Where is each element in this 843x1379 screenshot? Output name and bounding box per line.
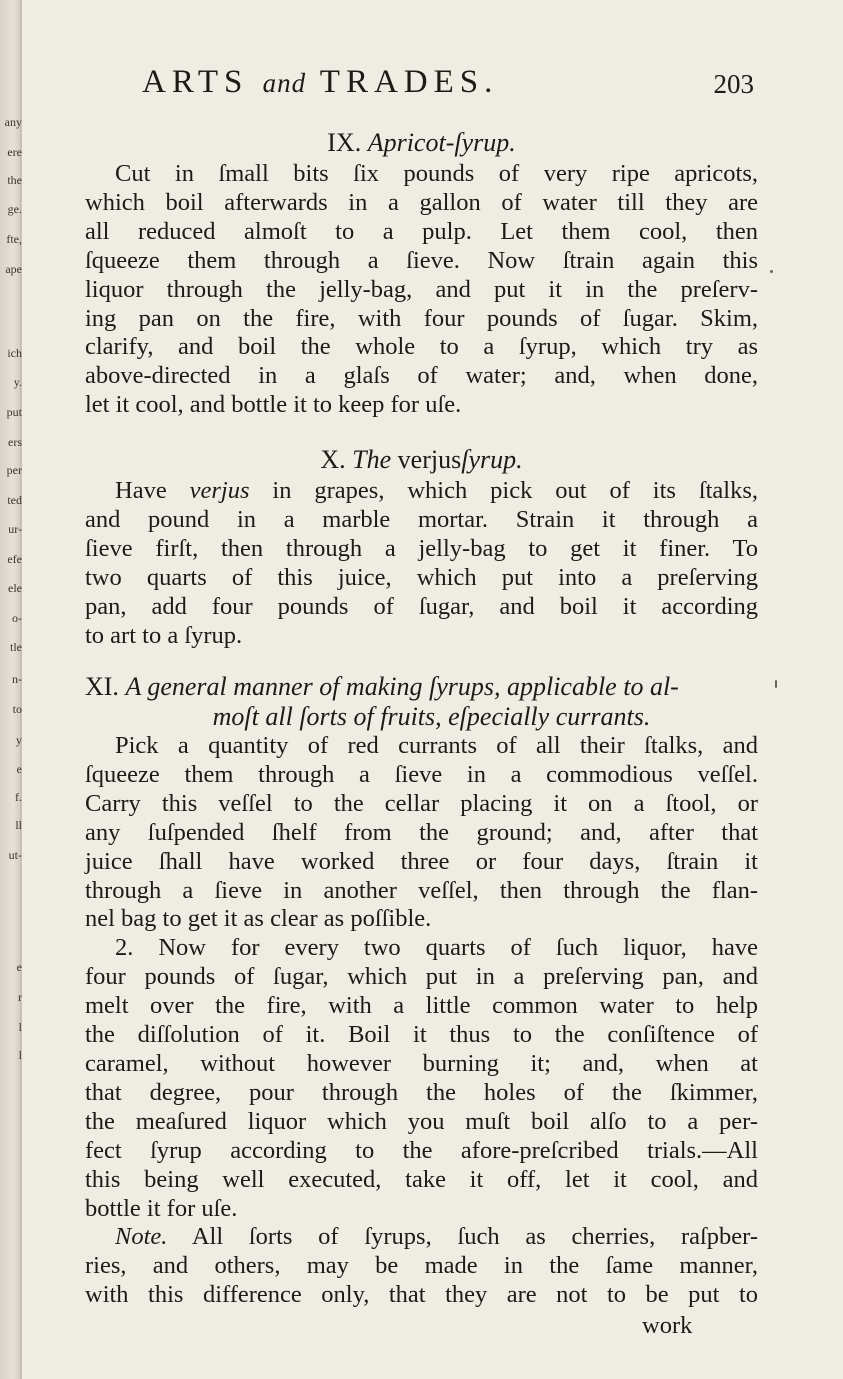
text-line: with this difference only, that they are not to be put to [85, 1281, 758, 1309]
text-line: ſqueeze them through a ſieve. Now ſtrain again this [85, 246, 758, 274]
text-line: nel bag to get it as clear as poſſible. [85, 905, 432, 933]
note-label: Note. [115, 1223, 168, 1251]
margin-fragment: n- [12, 672, 22, 686]
section-heading-continuation [85, 702, 758, 732]
heading-title: verjus [397, 445, 462, 474]
heading-number: IX. [327, 128, 362, 157]
text-line: and pound in a marble mortar. Strain it through a [85, 505, 758, 533]
text-line: melt over the fire, with a little common water to help [85, 992, 758, 1020]
margin-fragment: ere [7, 145, 22, 159]
running-head-word: TRADES. [319, 64, 499, 100]
text-line: Cut in ſmall bits ſix pounds of very ripe apricots, [115, 160, 758, 187]
text-line: let it cool, and bottle it to keep for uſe. [85, 391, 462, 419]
margin-fragment: o- [12, 611, 22, 625]
margin-fragment: efe [7, 552, 22, 566]
section-heading [85, 128, 758, 158]
margin-fragment: ape [5, 262, 22, 276]
book-page [30, 0, 843, 1379]
margin-fragment: l [18, 1048, 22, 1062]
margin-fragment: any [4, 115, 22, 129]
text-line: 2. Now for every two quarts of ſuch liquor, have [115, 934, 758, 962]
text-line: which boil afterwards in a gallon of water till they are [85, 188, 758, 216]
running-head [142, 62, 762, 102]
section-apricot-syrup [85, 128, 758, 420]
text-line [85, 477, 758, 506]
margin-fragment: ut- [8, 848, 22, 862]
margin-fragment: ich [7, 346, 22, 360]
text-line: juice ſhall have worked three or four days, ſtrain it [85, 847, 758, 875]
margin-fragment: ted [7, 493, 22, 507]
text-run-italic: verjus [189, 477, 250, 504]
margin-fragment: fte, [6, 232, 22, 246]
text-line: ſqueeze them through a ſieve in a commodious veſſel. [85, 760, 758, 788]
heading-title: The [352, 445, 392, 474]
heading-title: A general manner of making ſyrups, applicable to al- [125, 672, 679, 701]
margin-fragment: to [12, 702, 22, 716]
running-head-word: and [262, 68, 307, 98]
margin-fragment: e [16, 960, 22, 974]
text-run: in grapes, which pick out of its ſtalks, [272, 477, 759, 504]
heading-title: Apricot-ſyrup. [367, 128, 516, 157]
paragraph [85, 160, 758, 420]
margin-fragment: ge. [7, 202, 22, 216]
text-line: clarify, and boil the whole to a ſyrup, which try as [85, 333, 758, 361]
text-run: Have [115, 477, 167, 504]
section-general-syrups [85, 672, 758, 1310]
text-line: ing pan on the fire, with four pounds of ſugar. Skim, [85, 304, 758, 332]
margin-fragment: per [6, 463, 22, 477]
text-line: the diſſolution of it. Boil it thus to the conſiſtence of [85, 1021, 758, 1049]
text-line: liquor through the jelly-bag, and put it in the preſerv- [85, 275, 758, 303]
margin-fragment: y. [13, 375, 22, 389]
text-line: pan, add four pounds of ſugar, and boil it according [85, 592, 758, 620]
margin-fragment: put [6, 405, 22, 419]
margin-fragment: ele [8, 581, 22, 595]
heading-number: XI. [85, 672, 119, 701]
text-line: above-directed in a glaſs of water; and, when done, [85, 362, 758, 390]
margin-fragment: the [7, 173, 22, 187]
margin-fragment: ur- [8, 522, 22, 536]
section-heading [85, 672, 758, 702]
margin-fragment: ers [8, 435, 22, 449]
margin-fragment: ll [15, 818, 22, 832]
margin-fragment: tle [10, 640, 22, 654]
text-line: through a ſieve in another veſſel, then through the flan- [85, 876, 758, 904]
paper-speck [770, 270, 773, 273]
margin-fragment: r [18, 990, 22, 1004]
paragraph [85, 732, 758, 934]
paragraph [85, 934, 758, 1223]
section-heading [85, 445, 758, 475]
paper-speck [775, 680, 777, 688]
text-line: any ſuſpended ſhelf from the ground; and, after that [85, 818, 758, 846]
text-line: that degree, pour through the holes of the ſkimmer, [85, 1078, 758, 1106]
margin-fragment: e [16, 762, 22, 776]
text-line [85, 1223, 758, 1252]
text-line: ſieve firſt, then through a jelly-bag to get it finer. To [85, 534, 758, 562]
margin-fragment: f. [15, 790, 22, 804]
text-line: four pounds of ſugar, which put in a preſerving pan, and [85, 963, 758, 991]
heading-title: moſt all ſorts of fruits, eſpecially currants. [212, 702, 651, 731]
running-head-word: ARTS [142, 64, 249, 100]
running-head-title [142, 62, 498, 103]
text-line: two quarts of this juice, which put into a preſerving [85, 563, 758, 591]
section-verjus-syrup [85, 445, 758, 650]
text-line: caramel, without however burning it; and, when at [85, 1049, 758, 1077]
catchword: work [642, 1312, 693, 1339]
text-line: to art to a ſyrup. [85, 621, 243, 649]
text-line: Pick a quantity of red currants of all their ſtalks, and [115, 732, 758, 759]
text-line: Carry this veſſel to the cellar placing it on a ſtool, or [85, 789, 758, 817]
margin-fragment: y [16, 733, 22, 747]
facing-page-margin [0, 0, 22, 1379]
text-line: ries, and others, may be made in the ſame manner, [85, 1252, 758, 1280]
text-line: all reduced almoſt to a pulp. Let them cool, then [85, 217, 758, 245]
heading-title: ſyrup. [461, 445, 523, 474]
text-line: fect ſyrup according to the afore-preſcribed trials.—All [85, 1136, 758, 1164]
text-run: All ſorts of ſyrups, ſuch as cherries, raſpber- [191, 1223, 758, 1251]
page-number: 203 [713, 69, 754, 99]
text-line: this being well executed, take it off, let it cool, and [85, 1165, 758, 1193]
heading-number: X. [320, 445, 346, 474]
text-line: the meaſured liquor which you muſt boil alſo to a per- [85, 1107, 758, 1135]
text-line: bottle it for uſe. [85, 1194, 238, 1222]
margin-fragment: l [18, 1020, 22, 1034]
paragraph [85, 477, 758, 650]
note-paragraph [85, 1223, 758, 1310]
